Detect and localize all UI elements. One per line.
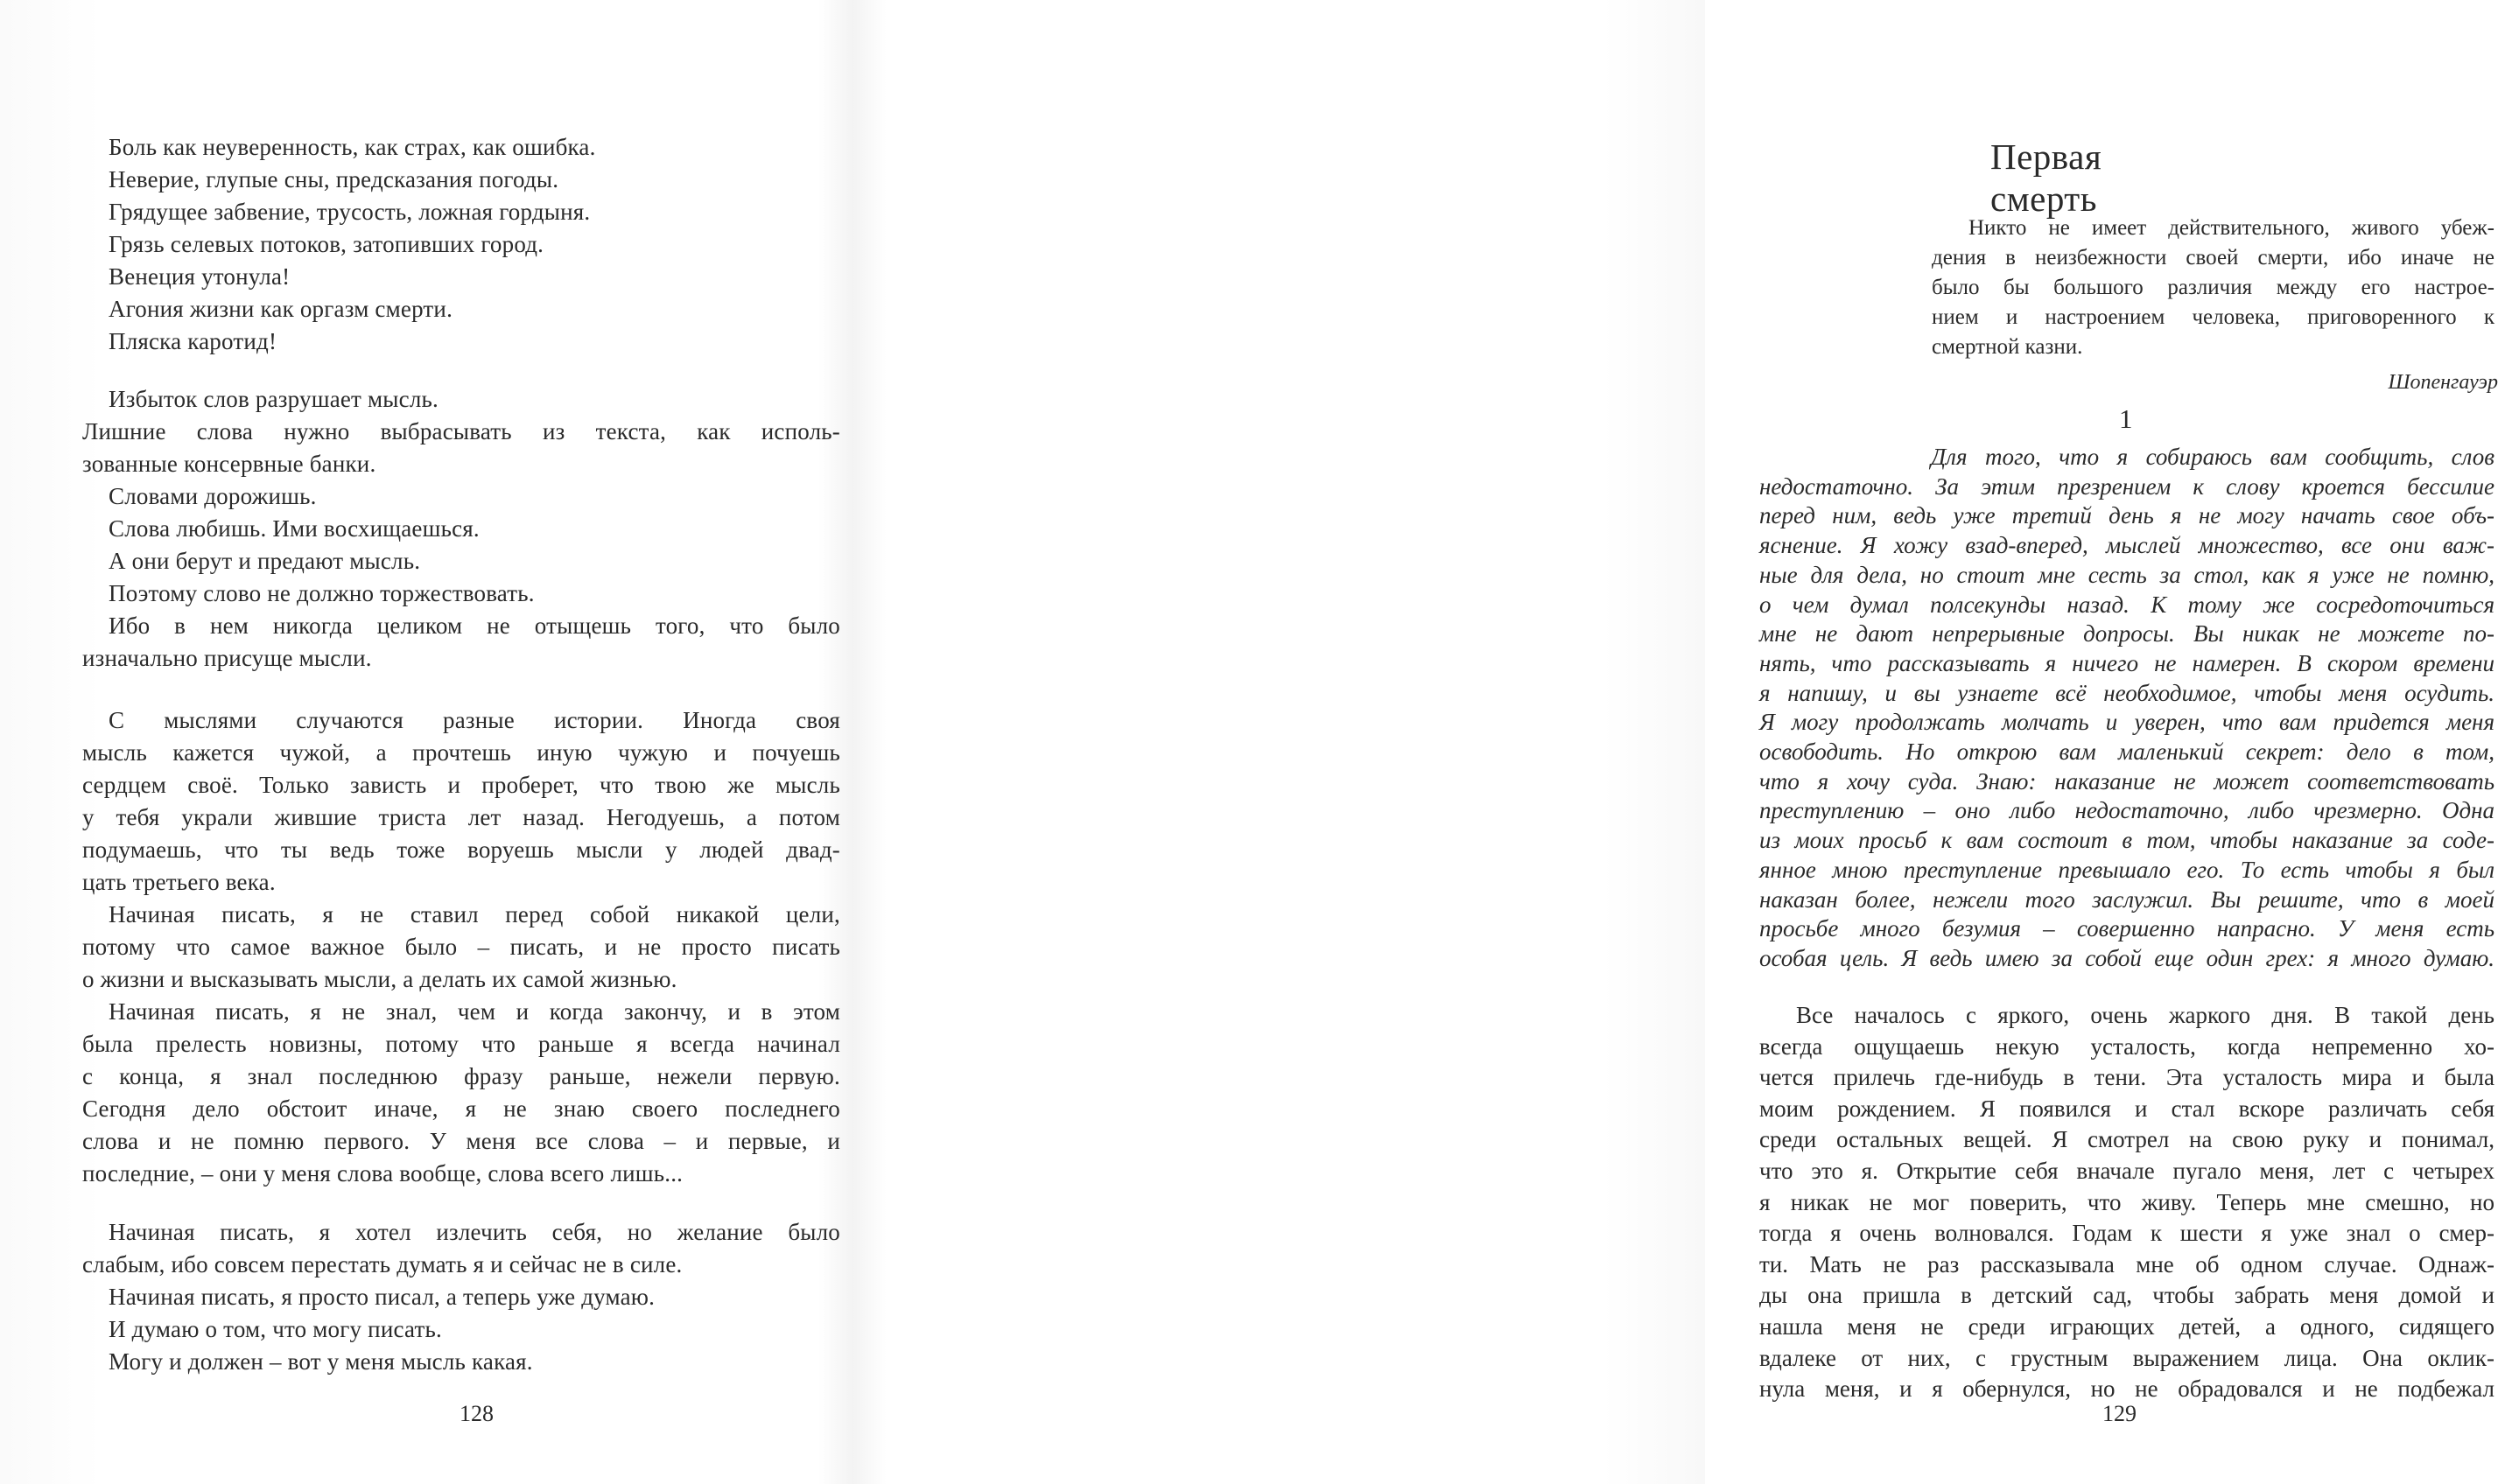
text-line: С мыслями случаются разные истории. Иногда своя <box>109 707 840 733</box>
text-line: Поэтому слово не должно торжествовать. <box>109 580 535 606</box>
text-line: Могу и должен – вот у меня мысль какая. <box>109 1348 533 1375</box>
text-line: слабым, ибо совсем перестать думать я и сейчас не в силе. <box>82 1251 683 1278</box>
text-line: моим рождением. Я появился и стал вскоре различать себя <box>1759 1095 2494 1122</box>
stanza-pain <box>109 131 739 358</box>
text-line: среди остальных вещей. Я смотрел на свою руку и понимал, <box>1759 1126 2494 1153</box>
text-line: последние, – они у меня слова вообще, слова всего лишь... <box>82 1160 684 1186</box>
text-line: смертной казни. <box>1932 335 2083 359</box>
text-line: была прелесть новизны, потому что раньше я всегда начинал <box>82 1031 840 1057</box>
prose-thoughts <box>82 704 840 1190</box>
text-line: Избыток слов разрушает мысль. <box>109 386 439 412</box>
text-line: просьбе много безумия – совершенно напрасно. У меня есть <box>1759 915 2494 942</box>
italic-intro <box>1759 443 2494 974</box>
section-number: 1 <box>2119 403 2133 434</box>
text-line: преступлению – оно либо недостаточно, либо чрезмерно. Одна <box>1759 797 2494 824</box>
text-line: слова и не помню первого. У меня все слова – и первые, и <box>82 1128 840 1154</box>
text-line: что я хочу суда. Знаю: наказание не может соответствовать <box>1759 767 2494 794</box>
text-line: Ибо в нем никогда целиком не отыщешь того, что было <box>109 612 840 639</box>
text-line: чется прилечь где-нибудь в тени. Эта усталость мира и была <box>1759 1064 2494 1091</box>
text-line: ды она пришла в детский сад, чтобы забрать меня домой и <box>1759 1282 2494 1309</box>
text-line: Боль как неуверенность, как страх, как ошибка. <box>109 134 596 160</box>
text-line: изначально присуще мысли. <box>82 645 372 671</box>
text-line: цать третьего века. <box>82 869 276 895</box>
stanza-writing <box>82 1216 840 1378</box>
text-line: Начиная писать, я не знал, чем и когда закончу, и в этом <box>109 998 840 1025</box>
text-line: с конца, я знал последнюю фразу раньше, нежели первую. <box>82 1063 840 1089</box>
text-line: сердцем своё. Только зависть и проберет, что твою же мысль <box>82 772 840 798</box>
text-line: у тебя украли жившие триста лет назад. Негодуешь, а потом <box>82 804 840 830</box>
text-line: Никто не имеет действительного, живого убеж- <box>1968 216 2494 240</box>
text-line: освободить. Но открою вам маленький секрет: дело в том, <box>1759 738 2494 766</box>
text-line: Грядущее забвение, трусость, ложная гордыня. <box>109 199 591 225</box>
text-line: Я могу продолжать молчать и уверен, что вам придется меня <box>1759 709 2494 736</box>
text-line: Венеция утонула! <box>109 263 291 290</box>
text-line: Для того, что я собираюсь вам сообщить, слов <box>1931 444 2494 470</box>
text-line: мысль кажется чужой, а прочтешь иную чужую и почуешь <box>82 739 840 766</box>
text-line: Все началось с яркого, очень жаркого дня. В такой день <box>1796 1002 2494 1028</box>
text-line: Сегодня дело обстоит иначе, я не знаю своего последнего <box>82 1096 840 1122</box>
text-line: нием и настроением человека, приговоренного к <box>1932 305 2494 329</box>
text-line: ти. Мать не раз рассказывала мне об одном случае. Однаж- <box>1759 1250 2494 1278</box>
text-line: о чем думал полсекунды назад. К тому же сосредоточиться <box>1759 591 2494 618</box>
text-line: Пляска каротид! <box>109 328 277 354</box>
body-text <box>1759 1000 2494 1405</box>
text-line: Неверие, глупые сны, предсказания погоды. <box>109 166 559 192</box>
text-line: А они берут и предают мысль. <box>109 548 421 574</box>
text-line: о жизни и высказывать мысли, а делать их самой жизнью. <box>82 966 677 992</box>
text-line: зованные консервные банки. <box>82 451 376 477</box>
text-line: потому что самое важное было – писать, и не просто писать <box>82 934 840 960</box>
page-number-right: 129 <box>2102 1401 2137 1426</box>
text-line: наказан более, нежели того заслужил. Вы решите, что в моей <box>1759 886 2494 913</box>
text-line: янное мною преступление превышало его. То есть чтобы я был <box>1759 856 2494 883</box>
text-line: было бы большого различия между его настрое- <box>1932 276 2494 299</box>
epigraph-author: Шопенгауэр <box>2388 371 2498 394</box>
text-line: подумаешь, что ты ведь тоже воруешь мысли у людей двад- <box>82 836 840 863</box>
text-line: Словами дорожишь. <box>109 483 317 509</box>
text-line: Начиная писать, я просто писал, а теперь уже думаю. <box>109 1284 656 1310</box>
text-line: вдалеке от них, с грустным выражением лица. Она оклик- <box>1759 1344 2494 1371</box>
text-line: дения в неизбежности своей смерти, ибо иначе не <box>1932 246 2494 270</box>
text-line: яснение. Я хожу взад-вперед, мыслей множество, все они важ- <box>1759 532 2494 559</box>
text-line: нашла меня не среди играющих детей, а одного, сидящего <box>1759 1312 2494 1340</box>
text-line: я никак не мог поверить, что живу. Теперь мне смешно, но <box>1759 1188 2494 1215</box>
text-line: мне не дают непрерывные допросы. Вы никак не можете по- <box>1759 620 2494 648</box>
text-line: нула меня, и я обернулся, но не обрадовался и не подбежал <box>1759 1376 2494 1403</box>
text-line: ные для дела, но стоит мне сесть за стол, как я уже не помню, <box>1759 561 2494 588</box>
epigraph <box>1932 214 2494 362</box>
text-line: И думаю о том, что могу писать. <box>109 1316 442 1342</box>
text-line: Начиная писать, я не ставил перед собой никакой цели, <box>109 901 840 928</box>
text-line: Начиная писать, я хотел излечить себя, но желание было <box>109 1219 840 1245</box>
text-line: перед ним, ведь уже третий день я не могу начать свое объ- <box>1759 502 2494 529</box>
text-line: недостаточно. За этим презрением к слову кроется бессилие <box>1759 472 2494 500</box>
text-line: Слова любишь. Ими восхищаешься. <box>109 515 480 542</box>
text-line: тогда я очень волновался. Годам к шести я уже знал о смер- <box>1759 1220 2494 1247</box>
text-line: особая цель. Я ведь имею за собой еще один грех: я много думаю. <box>1759 944 2494 971</box>
text-line: что это я. Открытие себя вначале пугало меня, лет с четырех <box>1759 1157 2494 1184</box>
stanza-words <box>82 383 840 675</box>
text-line: Грязь селевых потоков, затопивших город. <box>109 231 544 257</box>
page-number-left: 128 <box>460 1401 494 1426</box>
text-line: Лишние слова нужно выбрасывать из текста, как исполь- <box>82 418 840 444</box>
text-line: Агония жизни как оргазм смерти. <box>109 296 453 322</box>
text-line: из моих просьб к вам состоит в том, чтобы наказание за соде- <box>1759 827 2494 854</box>
chapter-title: Первая смерть <box>1990 136 2102 219</box>
text-line: я напишу, и вы узнаете всё необходимое, чтобы меня осудить. <box>1759 679 2494 706</box>
text-line: всегда ощущаешь некую усталость, когда непременно хо- <box>1759 1032 2494 1060</box>
text-line: нять, что рассказывать я ничего не намерен. В скором времени <box>1759 649 2494 676</box>
